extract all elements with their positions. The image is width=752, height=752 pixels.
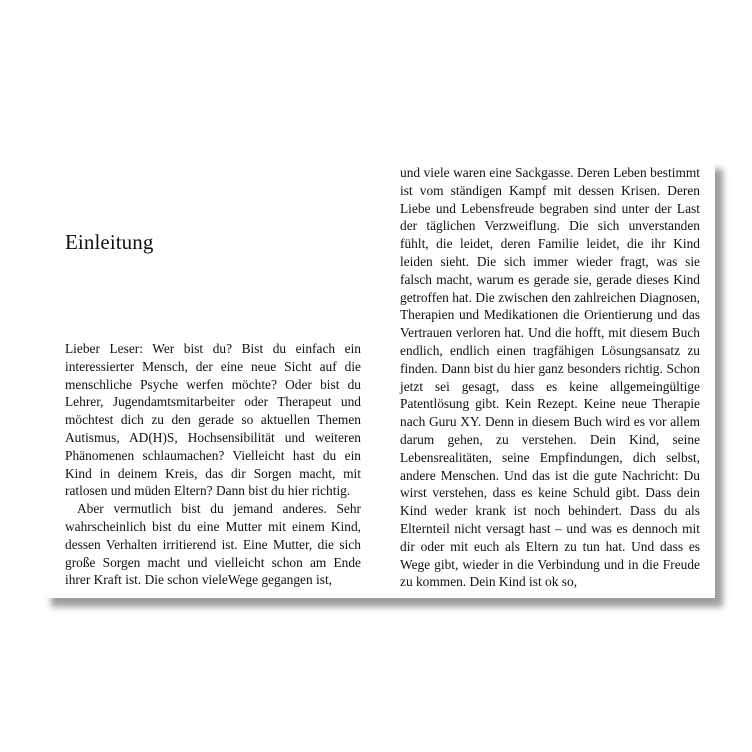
right-text-column: [400, 164, 700, 591]
left-text-column: [65, 340, 361, 589]
chapter-title: Einleitung: [65, 230, 154, 254]
paragraph-continued: und viele waren eine Sackgasse. Deren Leben bestimmt ist vom ständigen Kampf mit dessen Krisen. Deren Liebe und Lebensfreude begraben sind unter der Last der täglichen Verzweiflung. Die sich unverstanden fühlt, die leidet, deren Familie leidet, die ihr Kind leiden sieht. Die sich immer wieder fragt, was sie falsch macht, warum es gerade sie, gerade dieses Kind getroffen hat. Die zwischen den zahlreichen Diagnosen, Therapien und Medikationen die Orientierung und das Vertrauen verloren hat. Und die hofft, mit diesem Buch endlich, endlich einen tragfähigen Lösungsansatz zu finden. Dann bist du hier ganz besonders richtig. Schon jetzt sei gesagt, dass es keine allgemeingültige Patentlösung gibt. Kein Rezept. Keine neue Therapie nach Guru XY. Denn in diesem Buch wird es vor allem darum gehen, zu verstehen. Dein Kind, seine Lebensrealitäten, seine Empfindungen, dich selbst, andere Menschen. Und das ist die gute Nachricht: Du wirst verstehen, dass es keine Schuld gibt. Dass dein Kind weder krank ist noch behindert. Dass du als Elternteil nicht versagt hast – und was es dennoch mit dir oder mit euch als Eltern zu tun hat. Und dass es Wege gibt, wieder in die Verbindung und in die Freude zu kommen. Dein Kind ist ok so,: [400, 165, 700, 590]
left-page: [43, 160, 375, 598]
book-spread: [43, 160, 715, 598]
right-page: [375, 160, 715, 598]
paragraph-intro: Lieber Leser: Wer bist du? Bist du einfach ein interessierter Mensch, der eine neue Sicht auf die menschliche Psyche werfen möchte? Oder bist du Lehrer, Jugendamtsmitarbeiter oder Therapeut und möchtest dich zu den gerade so aktuellen Themen Autismus, AD(H)S, Hochsensibilität und weiteren Phänomenen schlaumachen? Vielleicht hast du ein Kind in deinem Kreis, das dir Sorgen macht, mit ratlosen und müden Eltern? Dann bist du hier richtig.: [65, 341, 361, 499]
paragraph-second: Aber vermutlich bist du jemand anderes. Sehr wahrscheinlich bist du eine Mutter mit einem Kind, dessen Verhalten irritierend ist. Eine Mutter, die sich große Sorgen macht und vielleicht schon am Ende ihrer Kraft ist. Die schon vieleWege gegangen ist,: [65, 501, 361, 588]
